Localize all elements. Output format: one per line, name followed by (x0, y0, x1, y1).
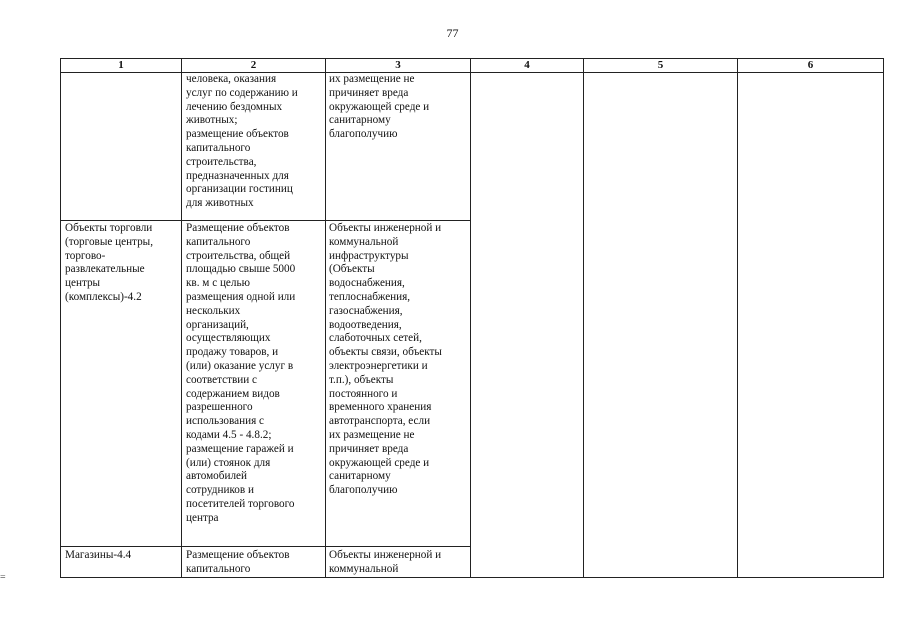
column-border (181, 58, 182, 578)
column-border (737, 58, 738, 578)
table-cell-row2-col2: Размещение объектов капитального строительства, общей площадью свыше 5000 кв. м с целью размещения одной или нескольких организаций, осуществляющих продажу товаров, и (или) оказание услуг в соответствии с содержанием видов разрешенного использования с кодами 4.5 - 4.8.2; размещение гаражей и (или) стоянок для автомобилей сотрудников и посетителей торгового центра (186, 222, 296, 524)
column-header-1: 1 (118, 59, 124, 71)
table-cell-row2-col1: Объекты торговли (торговые центры, торгово- развлекательные центры (комплексы)-4.2 (65, 222, 153, 303)
table-cell-row2-col3: Объекты инженерной и коммунальной инфраструктуры (Объекты водоснабжения, теплоснабжения, газоснабжения, водоотведения, слаботочных сетей, объекты связи, объекты электроэнергетики и т.п.), объекты постоянного и временного хранения автотранспорта, если их размещение не причиняет вреда окружающей среде и санитарному благополучию (329, 222, 442, 497)
table-cell-row3-col3: Объекты инженерной и коммунальной (329, 549, 442, 575)
column-header-3: 3 (395, 59, 401, 71)
table-cell-row1-col1 (65, 73, 179, 219)
column-header-4: 4 (524, 59, 530, 71)
column-header-2: 2 (250, 59, 257, 71)
table-cell-row1-col3: их размещение не причиняет вреда окружающей среде и санитарному благополучию (329, 73, 430, 141)
column-border (883, 58, 884, 578)
header-bottom-border (60, 72, 884, 73)
table-cell-row1-col2: человека, оказания услуг по содержанию и лечению бездомных животных; размещение объектов капитального строительства, предназначенных для организации гостиниц для животных (186, 73, 298, 210)
table-bottom-border (60, 577, 884, 578)
page-number: 77 (446, 26, 459, 40)
column-border (470, 58, 471, 578)
column-border (60, 58, 61, 578)
column-header-6: 6 (807, 59, 814, 71)
table-cell-row3-col1: Магазины-4.4 (65, 549, 132, 561)
row-divider (60, 546, 470, 547)
column-border (583, 58, 584, 578)
column-border (325, 58, 326, 578)
table-cell-row3-col2: Размещение объектов капитального (186, 549, 290, 575)
column-header-5: 5 (657, 59, 664, 71)
side-mark: = (0, 572, 6, 583)
row-divider (60, 220, 470, 221)
